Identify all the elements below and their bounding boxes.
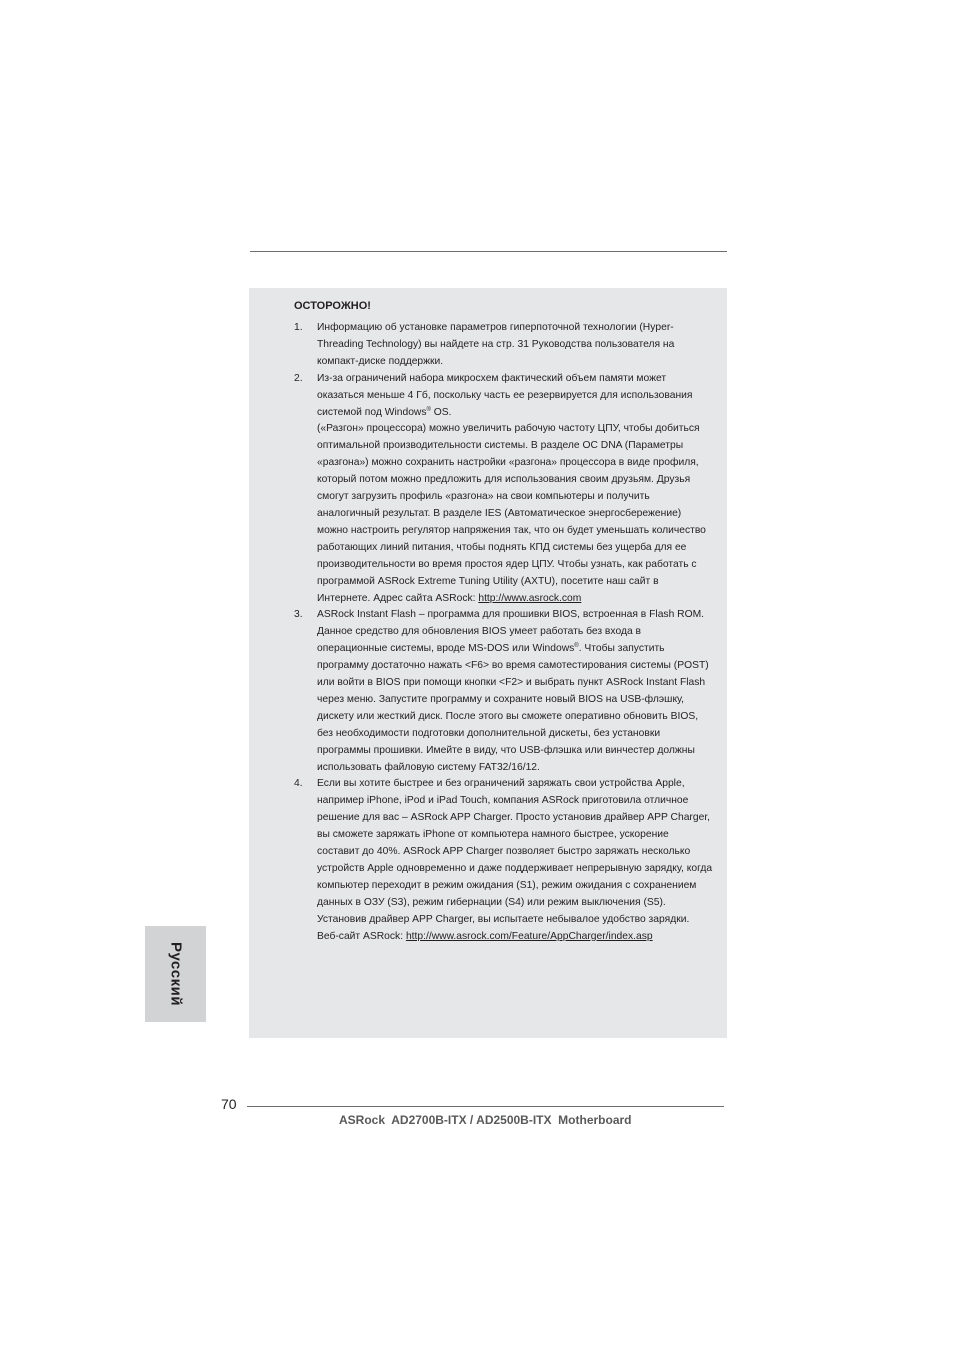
- item-text: OS.: [430, 406, 452, 418]
- item-text: Если вы хотите быстрее и без ограничений заряжать свои устройства Apple, например iPhone, iPod и iPad Touch, компания ASRock приготовила отличное решение для вас – ASRock APP Charger. Просто установив драйвер APP Charger, вы сможете заряжать iPhone от компьютера намного быстрее, ускорение составит до 40%. ASRock APP Charger позволяет быстро заряжать несколько устройств Apple одновременно и даже поддерживает непрерывную зарядку, когда компьютер переходит в режим ожидания (S1), режим ожидания с сохранением данных в ОЗУ (S3), режим гибернации (S4) или режим выключения (S5). Установив драйвер APP Charger, вы испытаете небывалое удобство зарядки.: [317, 778, 713, 925]
- item-number: 1.: [294, 322, 303, 333]
- header-divider: [250, 251, 727, 252]
- item-text: Из-за ограничений набора микросхем фактический объем памяти может оказаться меньше 4 Гб, поскольку часть ее резервируется для использования системой под Windows: [317, 372, 693, 418]
- asrock-website-link[interactable]: http://www.asrock.com: [478, 592, 582, 604]
- item-paragraph: [317, 421, 713, 607]
- caution-list: [293, 320, 713, 946]
- language-label: Русский: [167, 941, 184, 1007]
- list-item: [293, 607, 713, 776]
- item-paragraph: [317, 929, 713, 946]
- item-text: ASRock Instant Flash – программа для прошивки BIOS, встроенная в Flash ROM. Данное средство для обновления BIOS умеет работать без входа в операционные системы, вроде MS-DOS или Windows: [317, 609, 705, 655]
- item-paragraph: [317, 607, 713, 776]
- item-text: . Чтобы запустить программу достаточно нажать <F6> во время самотестирования системы (POST) или войти в BIOS при помощи кнопки <F2> и выбрать пункт ASRock Instant Flash через меню. Запустите программу и сохраните новый BIOS на USB-флэшку, дискету или жесткий диск. После этого вы сможете оперативно обновить BIOS, без необходимости подготовки дополнительной дискеты, без установки программы прошивки. Имейте в виду, что USB-флэшка или винчестер должны использовать файловую систему FAT32/16/12.: [317, 643, 709, 773]
- footer-title: ASRock AD2700B-ITX / AD2500B-ITX Motherboard: [339, 1113, 632, 1127]
- language-tab: [145, 926, 206, 1022]
- app-charger-link[interactable]: http://www.asrock.com/Feature/AppCharger/index.asp: [405, 930, 653, 942]
- registered-mark: ®: [574, 643, 579, 650]
- caution-title: ОСТОРОЖНО!: [294, 300, 371, 312]
- item-number: 4.: [294, 778, 303, 790]
- list-item: [293, 371, 713, 608]
- page-number: 70: [221, 1096, 237, 1112]
- item-text: («Разгон» процессора) можно увеличить рабочую частоту ЦПУ, чтобы добиться оптимальной производительности системы. В разделе OC DNA (Параметры «разгона») можно сохранить настройки «разгона» процессора в виде профиля, который потом можно предложить для использования своим друзьям. Друзья смогут загрузить профиль «разгона» на свои компьютеры и получить аналогичный результат. В разделе IES (Автоматическое энергосбережение) можно настроить регулятор напряжения так, что он будет уменьшать количество работающих линий питания, чтобы поднять КПД системы без ущерба для ее производительности во время простоя ядер ЦПУ. Чтобы узнать, как работать с программой ASRock Extreme Tuning Utility (AXTU), посетите наш сайт в Интернете. Адрес сайта ASRock:: [317, 423, 706, 604]
- item-paragraph: [317, 371, 713, 422]
- caution-box: [249, 288, 727, 1038]
- list-item: [293, 320, 713, 371]
- item-number: 2.: [294, 372, 303, 384]
- list-item: [293, 776, 713, 945]
- registered-mark: ®: [426, 406, 431, 413]
- site-label: Веб-сайт ASRock:: [317, 930, 406, 942]
- item-number: 3.: [294, 609, 303, 621]
- item-text: Информацию об установке параметров гиперпоточной технологии (Hyper-Threading Technology) вы найдете на стр. 31 Руководства пользователя на компакт-диске поддержки.: [317, 322, 675, 367]
- footer-divider: [247, 1106, 724, 1107]
